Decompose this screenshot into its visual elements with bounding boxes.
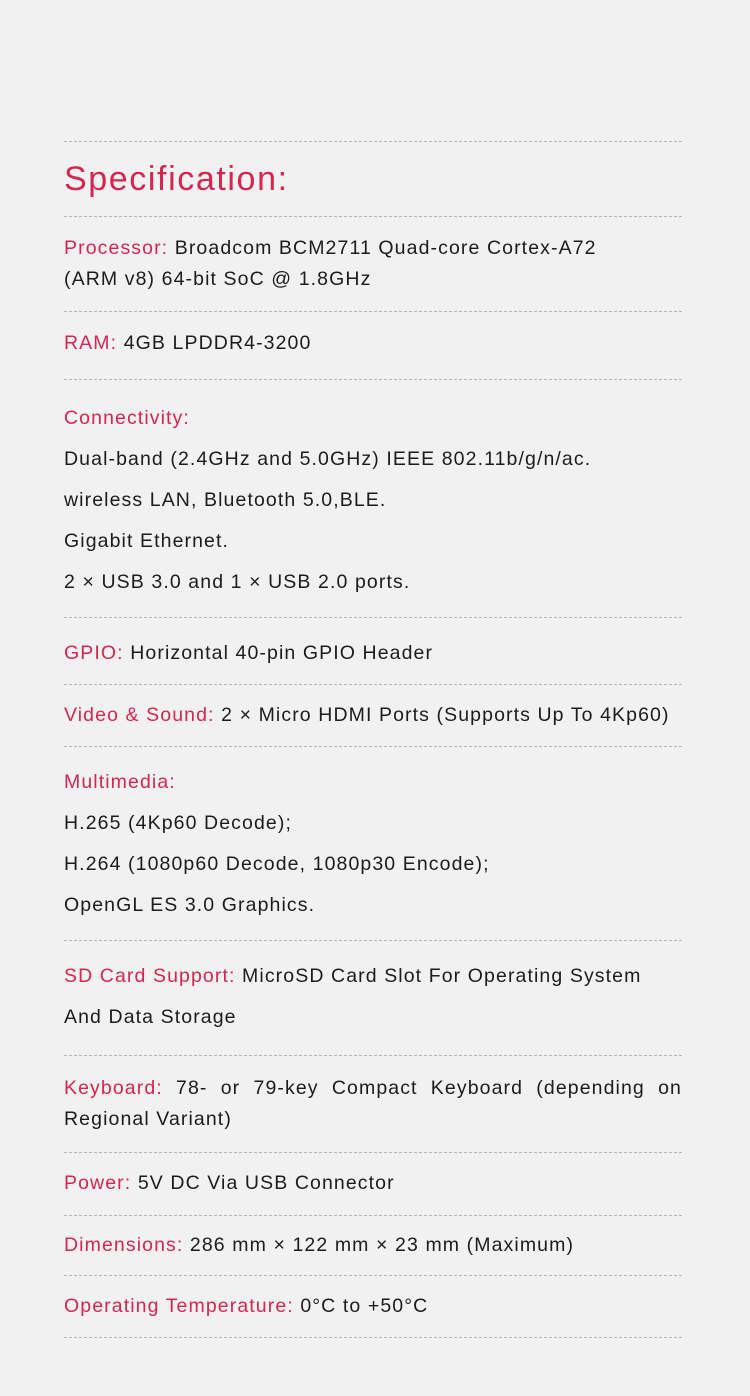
spec-value: (ARM v8) 64-bit SoC @ 1.8GHz bbox=[64, 268, 372, 290]
spec-connectivity bbox=[64, 380, 682, 617]
spec-label: Keyboard: bbox=[64, 1077, 163, 1099]
spec-label: Connectivity: bbox=[64, 407, 190, 429]
spec-value: wireless LAN, Bluetooth 5.0,BLE. bbox=[64, 489, 387, 511]
spec-value: 4GB LPDDR4-3200 bbox=[123, 332, 312, 354]
spec-operating-temperature bbox=[64, 1276, 682, 1337]
spec-value: 0°C to +50°C bbox=[300, 1295, 429, 1317]
spec-value: H.264 (1080p60 Decode, 1080p30 Encode); bbox=[64, 853, 490, 875]
spec-keyboard-text bbox=[64, 1073, 682, 1135]
spec-value: 5V DC Via USB Connector bbox=[137, 1172, 395, 1194]
spec-value: Broadcom BCM2711 Quad-core Cortex-A72 bbox=[174, 237, 597, 259]
spec-label: SD Card Support: bbox=[64, 965, 236, 987]
spec-value: Gigabit Ethernet. bbox=[64, 530, 230, 552]
spec-value: 78- or 79-key Compact Keyboard (depending on Regional Variant) bbox=[64, 1077, 682, 1130]
spec-value: Horizontal 40-pin GPIO Header bbox=[130, 642, 434, 664]
spec-label: Video & Sound: bbox=[64, 704, 215, 726]
spec-dimensions bbox=[64, 1216, 682, 1275]
spec-ram bbox=[64, 312, 682, 379]
spec-sd-line-1 bbox=[64, 956, 682, 997]
spec-power bbox=[64, 1153, 682, 1215]
spec-value: MicroSD Card Slot For Operating System bbox=[242, 965, 642, 987]
spec-value: 286 mm × 122 mm × 23 mm (Maximum) bbox=[189, 1234, 575, 1256]
spec-value: H.265 (4Kp60 Decode); bbox=[64, 812, 292, 834]
spec-value: 2 × Micro HDMI Ports (Supports Up To 4Kp60) bbox=[221, 704, 670, 726]
spec-value: OpenGL ES 3.0 Graphics. bbox=[64, 894, 316, 916]
spec-label: GPIO: bbox=[64, 642, 124, 664]
spec-label: Power: bbox=[64, 1172, 132, 1194]
spec-label: Dimensions: bbox=[64, 1234, 184, 1256]
spec-multimedia bbox=[64, 747, 682, 940]
spec-video-sound bbox=[64, 685, 682, 746]
spec-processor-line-1 bbox=[64, 233, 682, 264]
page-title: Specification: bbox=[64, 160, 289, 198]
spec-keyboard bbox=[64, 1056, 682, 1152]
spec-label: Processor: bbox=[64, 237, 169, 259]
spec-value: 2 × USB 3.0 and 1 × USB 2.0 ports. bbox=[64, 571, 411, 593]
spec-processor bbox=[64, 217, 682, 311]
spec-sd-card bbox=[64, 941, 682, 1055]
specification-panel bbox=[64, 141, 682, 1338]
spec-value: And Data Storage bbox=[64, 1006, 237, 1028]
spec-label: RAM: bbox=[64, 332, 118, 354]
spec-gpio bbox=[64, 618, 682, 684]
spec-label: Multimedia: bbox=[64, 771, 176, 793]
spec-value: Dual-band (2.4GHz and 5.0GHz) IEEE 802.11b/g/n/ac. bbox=[64, 448, 592, 470]
divider bbox=[64, 1337, 682, 1338]
spec-label: Operating Temperature: bbox=[64, 1295, 294, 1317]
